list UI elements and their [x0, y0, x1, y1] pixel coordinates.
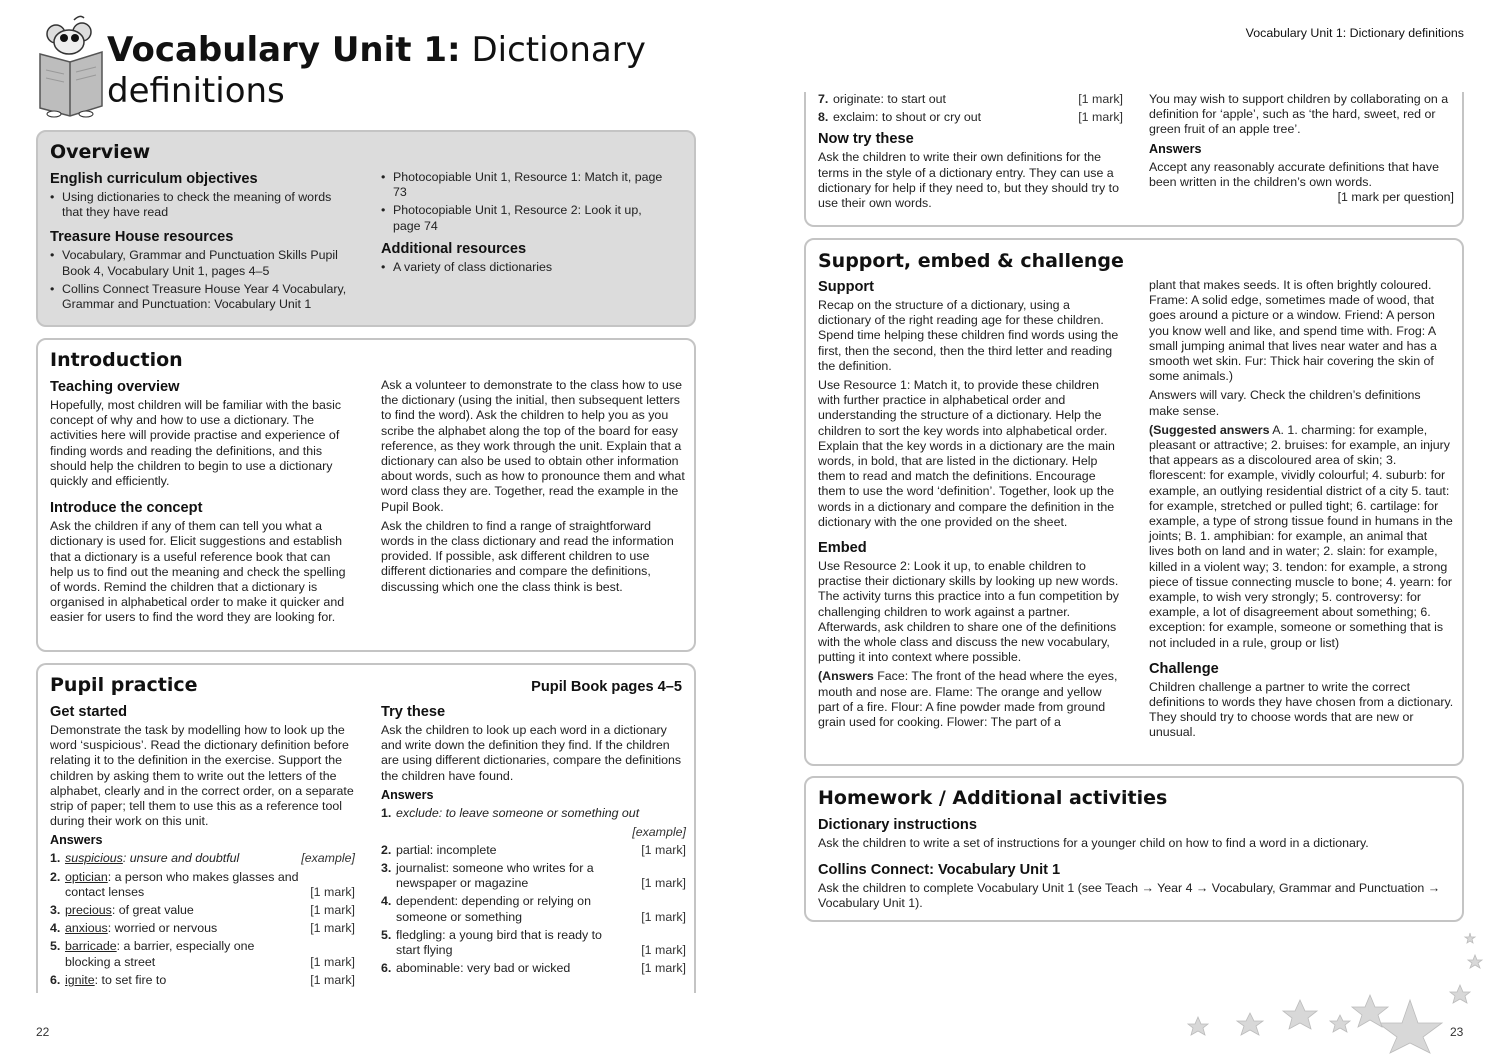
- suggested-answers: (Suggested answers A. 1. charming: for example, pleasant or attractive; 2. bruises: for example, an injury that appears as a discoloured area of skin; 3. florescent: for example, vividly colourful; 4. suburb: for example, an outlying residential district of a city 5. taut: for example, stretched or pulled tight; 6. cartilage: for example, a type of strong tissue found in humans in the joints; B. 1. amphibian: for example, an animal that lives both on land and in water; 2. slain: for example, killed in a violent way; 3. tendon: for example, a strong piece of tissue connecting muscle to bone; 4. yearn: for example, to wish very strongly; 5. controversy: for example, a lot of disagreement about something; 6. exception: for example, someone or something that is not included in a rule, group or list): [1149, 422, 1453, 650]
- answers-note: Answers will vary. Check the children’s definitions make sense.: [1149, 388, 1421, 418]
- challenge-text: Children challenge a partner to write the correct definitions to words they have chosen from a dictionary. They should try to choose words that are new or unusual.: [1149, 679, 1454, 740]
- embed-heading: Embed: [818, 540, 867, 557]
- overview-panel: [36, 130, 696, 327]
- intro-paragraph: Ask a volunteer to demonstrate to the class how to use the dictionary (using the initial, then subsequent letters to find the word). Ask the children to help you as you scribe the alphabet along the top of the board for easy reference, as they work through the unit. Explain that a dictionary can also be used to obtain other information about words, such as how to pronounce them and what word class they are. Together, read the example in the Pupil Book.: [381, 378, 685, 514]
- get-started-text: Demonstrate the task by modelling how to look up the word ‘suspicious’. Read the dictionary definition before relating it to the definition in the exercise. Support the children by asking them to write out the letters of the alphabet, clearly and in the correct order, on a separate strip of paper; tell them to use this as a reference tool during their work on this unit.: [50, 723, 354, 829]
- answer-row: 4. anxious: worried or nervous [1 mark]: [50, 921, 355, 936]
- running-head: Vocabulary Unit 1: Dictionary definitions: [1245, 26, 1464, 40]
- collins-connect-heading: Collins Connect: Vocabulary Unit 1: [818, 862, 1061, 879]
- support-text: Use Resource 1: Match it, to provide these children with further practice in alphabetical order and understanding the structure of a dictionary. Help the children to sort the key words into alphabetical order. Explain that the key words in a dictionary are the main words, in bold, that are listed in the dictionary. Help them to read and match the definitions. Encourage them to use the word ‘definition’. Together, look up the words in a dictionary and compare the definition in the dictionary with the one provided on the sheet.: [818, 378, 1115, 529]
- answers-label: Answers: [1149, 141, 1202, 156]
- intro-paragraph: Ask the children to find a range of straightforward words in the class dictionary and read the information provided. If possible, ask different children to use different dictionaries and compare the definitions, discussing which one the class think is best.: [381, 518, 674, 594]
- pupil-practice-heading: Pupil practice: [50, 674, 198, 696]
- answer-row: 3. precious: of great value [1 mark]: [50, 903, 355, 918]
- answer-row: 6. abominable: very bad or wicked [1 mark]: [381, 961, 686, 976]
- list-item: • Collins Connect Treasure House Year 4 Vocabulary, Grammar and Punctuation: Vocabulary Unit 1: [50, 282, 350, 312]
- dictionary-instructions-text: Ask the children to write a set of instructions for a younger child on how to find a word in a dictionary.: [818, 836, 1369, 850]
- embed-answers-continued: plant that makes seeds. It is often brightly coloured. Frame: A solid edge, sometimes made of wood, that goes around a picture or a window. Friend: A person you know well and like, and spend time with. Frog: A small jumping animal that lives near water and has a smooth wet skin. Fur: Thick hair covering the skin of some animals.): [1149, 278, 1437, 384]
- answer-row: 8. exclaim: to shout or cry out [1 mark]: [818, 110, 1123, 125]
- objectives-heading: English curriculum objectives: [50, 171, 258, 187]
- answer-row: 2. optician: a person who makes glasses and contact lenses [1 mark]: [50, 869, 355, 899]
- list-item: • Vocabulary, Grammar and Punctuation Skills Pupil Book 4, Vocabulary Unit 1, pages 4–5: [50, 248, 350, 278]
- embed-text: Use Resource 2: Look it up, to enable children to practise their dictionary skills by looking up new words. The activity turns this practice into a fun competition by challenging children to work against a partner. Afterwards, ask children to share one of the definitions with the whole class and discuss the new vocabulary, putting it into context where possible.: [818, 559, 1119, 665]
- treasure-heading: Treasure House resources: [50, 229, 234, 246]
- teaching-text: Hopefully, most children will be familiar with the basic concept of why and how to use a dictionary. The activities here will provide practise and experience of finding words and reading the definitions, and this should help the children to begin to use a dictionary quickly and efficiently.: [50, 398, 342, 489]
- introduction-heading: Introduction: [50, 349, 183, 371]
- answer-row: 4. dependent: depending or relying on someone or something [1 mark]: [381, 894, 686, 924]
- page-title: Vocabulary Unit 1: Dictionary definitions: [107, 30, 646, 111]
- pupil-practice-panel: [36, 663, 696, 993]
- overview-heading: Overview: [50, 141, 151, 163]
- concept-text: Ask the children if any of them can tell you what a dictionary is used for. Elicit suggestions and establish that a dictionary is a useful reference book that can help us to find out the meaning and check the spelling of words. Remind the children that a dictionary is organised in alphabetical order to make it quicker and easier for users to find the word they are looking for.: [50, 519, 346, 625]
- answer-row: 6. ignite: to set fire to [1 mark]: [50, 972, 355, 987]
- answer-row: 5. fledgling: a young bird that is ready to start flying [1 mark]: [381, 927, 686, 958]
- now-try-text: Ask the children to write their own definitions for the terms in the style of a dictionary entry. They can use a dictionary for help if they need to, but they should try to use their own words.: [818, 150, 1119, 211]
- answers-label: Answers: [381, 787, 434, 802]
- mark-per-question: [1 mark per question]: [1337, 190, 1454, 205]
- star-decoration-icon: [1160, 925, 1490, 1055]
- homework-panel: [804, 776, 1464, 922]
- pupil-practice-continued-panel: [804, 92, 1464, 227]
- try-these-text: Ask the children to look up each word in a dictionary and write down the definition they find. If the children are using different dictionaries, compare the definitions the children have found.: [381, 723, 682, 783]
- answer-row: 7. originate: to start out [1 mark]: [818, 92, 1123, 106]
- list-item: • Photocopiable Unit 1, Resource 1: Match it, page 73: [381, 170, 671, 200]
- support-note: You may wish to support children by collaborating on a definition for ‘apple’, such as ‘the hard, sweet, red or green fruit of an apple tree’.: [1149, 92, 1449, 137]
- answers-label: Answers: [50, 833, 103, 848]
- pupil-book-pages: Pupil Book pages 4–5: [531, 679, 682, 695]
- bookworm-reading-icon: [34, 14, 108, 120]
- answer-row: 1. suspicious: unsure and doubtful [example]: [50, 851, 355, 866]
- dictionary-instructions-heading: Dictionary instructions: [818, 817, 977, 833]
- additional-heading: Additional resources: [381, 240, 527, 257]
- list-item: • A variety of class dictionaries: [381, 260, 671, 275]
- support-subheading: Support: [818, 279, 874, 295]
- answer-row: 3. journalist: someone who writes for a newspaper or magazine [1 mark]: [381, 861, 686, 891]
- teaching-heading: Teaching overview: [50, 379, 180, 395]
- support-text: Recap on the structure of a dictionary, using a dictionary of the right reading age for these children. Spend time helping these children find words using the first, then the second, then the third letter and reading the definition.: [818, 298, 1119, 373]
- collins-connect-text: Ask the children to complete Vocabulary Unit 1 (see Teach → Year 4 → Vocabulary, Grammar and Punctuation → Vocabulary Unit 1).: [818, 881, 1441, 911]
- answer-list: [50, 851, 355, 988]
- page-number-right: 23: [1450, 1025, 1464, 1039]
- now-try-heading: Now try these: [818, 131, 914, 148]
- answer-row: 2. partial: incomplete [1 mark]: [381, 842, 686, 857]
- list-item: • Photocopiable Unit 1, Resource 2: Look it up, page 74: [381, 203, 671, 233]
- support-heading: Support, embed & challenge: [818, 250, 1124, 272]
- support-embed-challenge-panel: [804, 238, 1464, 766]
- try-these-heading: Try these: [381, 704, 446, 720]
- introduction-panel: [36, 338, 696, 652]
- page-number-left: 22: [36, 1025, 50, 1039]
- answer-row: 1. exclude: to leave someone or something out [example]: [381, 805, 686, 839]
- get-started-heading: Get started: [50, 704, 128, 720]
- embed-answers: (Answers Face: The front of the head where the eyes, mouth and nose are. Flame: The orange and yellow part of a fire. Flour: A fine powder made from ground grain used for cooking. Flower: The part of a: [818, 669, 1118, 730]
- homework-heading: Homework / Additional activities: [818, 787, 1168, 809]
- answers-text: Accept any reasonably accurate definitions that have been written in the children’s own words.: [1149, 159, 1439, 189]
- list-item: • Using dictionaries to check the meaning of words that they have read: [50, 190, 350, 220]
- answer-row: 5. barricade: a barrier, especially one blocking a street [1 mark]: [50, 939, 355, 969]
- challenge-heading: Challenge: [1149, 660, 1219, 677]
- concept-heading: Introduce the concept: [50, 500, 203, 517]
